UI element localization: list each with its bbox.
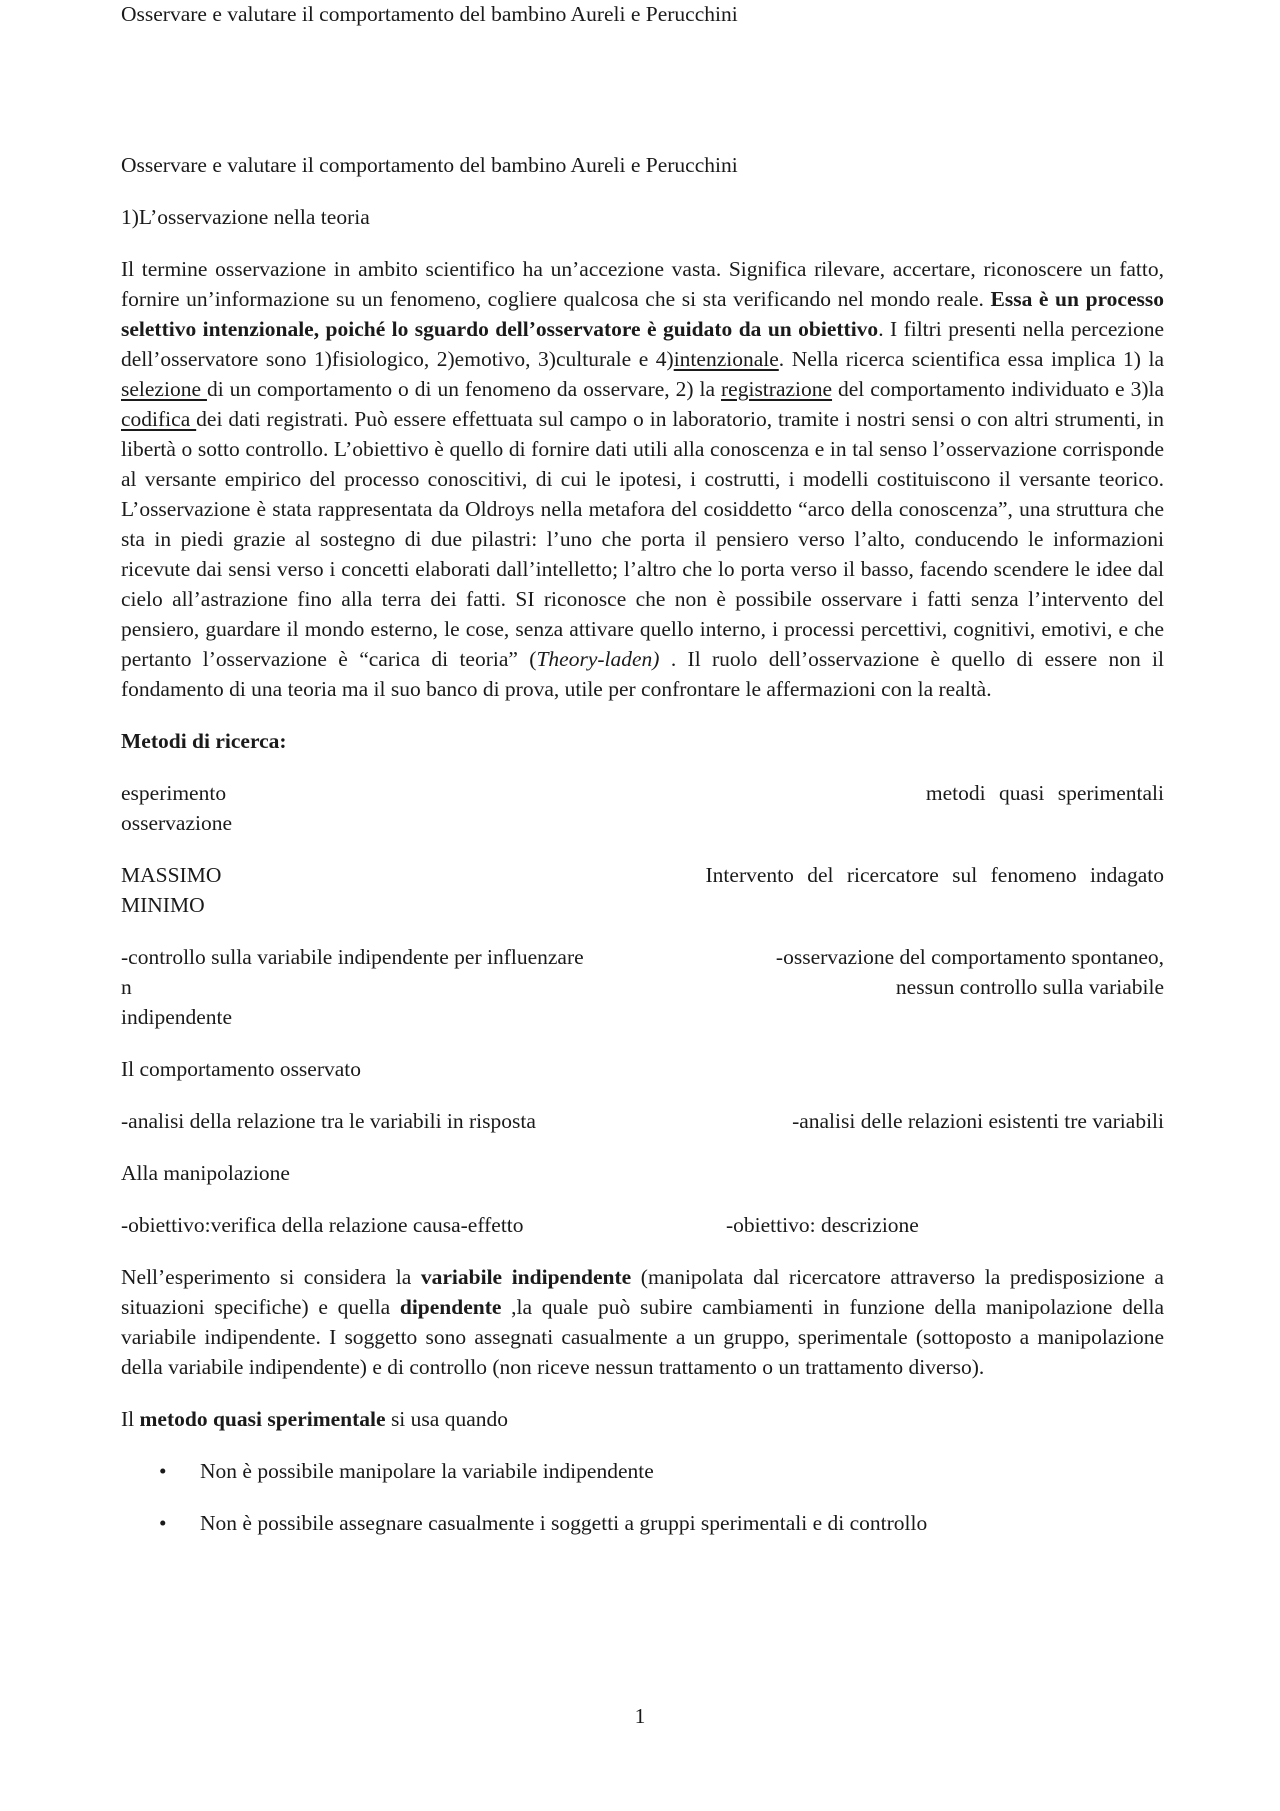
text-run: . Nella ricerca scientifica essa implica 1) la [778,347,1164,371]
bold-run: variabile indipendente [420,1265,632,1289]
text-run: (manipolata dal ricercatore attraverso la predisposizione a situazioni specifiche) e quella [121,1265,1164,1319]
text-run: Il [121,1407,140,1431]
bullet-list [121,1456,1164,1538]
methods-heading-text: Metodi di ricerca: [121,729,287,753]
methods-heading [121,726,1164,756]
text-run: Nell’esperimento si considera la [121,1265,421,1289]
bold-run: dipendente [399,1295,502,1319]
comparison-left: n [121,975,132,999]
paragraph-observation-theory [121,254,1164,704]
bullet-icon: • [159,1511,167,1535]
paragraph-experiment [121,1262,1164,1382]
comparison-left-cont: MINIMO [121,893,205,917]
comparison-left: -obiettivo:verifica della relazione causa-effetto [121,1213,524,1237]
comparison-row-methods [121,778,1164,838]
underlined-term-selezione: selezione [121,377,207,401]
comparison-left: -controllo sulla variabile indipendente per influenzare [121,945,584,969]
comparison-right: -analisi delle relazioni esistenti tre variabili [792,1109,1164,1133]
text-run: I filtri presenti nella percezione dell’osservatore sono 1)fisiologico, 2)emotivo, 3)culturale e 4) [121,317,1164,371]
comparison-right: metodi quasi sperimentali [925,781,1164,805]
comparison-left: MASSIMO [121,863,222,887]
comparison-line: Il comportamento osservato [121,1057,362,1081]
comparison-right: -osservazione del comportamento spontaneo, [775,945,1164,969]
text-run: Il termine osservazione in ambito scientifico ha un’accezione vasta. Significa rilevare, accertare, riconoscere un fatto, fornire un’informazione su un fenomeno, cogliere qualcosa che si sta verificando nel mondo reale. [121,257,1164,311]
text-run: di un comportamento o di un fenomeno da osservare, 2) la [206,377,722,401]
text-run: dei dati registrati. Può essere effettuata sul campo o in laboratorio, tramite i nostri sensi o con altri strumenti, in libertà o sotto controllo. L’obiettivo è quello di fornire dati utili alla conoscenza e in tal senso l’osservazione corrisponde al versante empirico del processo conoscitivi, di cui le ipotesi, i costrutti, i modelli costituiscono il versante teorico. L’osservazione è stata rappresentata da Oldroys nella metafora del cosiddetto “arco della conoscenza”, una struttura che sta in piedi grazie al sostegno di due pilastri: l’uno che porta il pensiero verso l’alto, conducendo le informazioni ricevute dai sensi verso i concetti elaborati dall’intelletto; l’altro che lo porta verso il basso, facendo scendere le idee dal cielo all’astrazione fino alla terra dei fatti. SI riconosce che non è possibile osservare i fatti senza l’intervento del pensiero, guardare il mondo esterno, le cose, senza attivare quello interno, i processi percettivi, cognitivi, emotivi, e che pertanto l’osservazione è “carica di teoria” ( [121,407,1164,671]
list-item-text: Non è possibile assegnare casualmente i soggetti a gruppi sperimentali e di controllo [200,1511,928,1535]
page-number: 1 [634,1704,646,1728]
comparison-right: -obiettivo: descrizione [726,1213,919,1237]
comparison-left: esperimento [121,781,227,805]
text-run: . [878,317,884,341]
text-run: del comportamento individuato e 3)la [832,377,1164,401]
text-run: ,la quale può subire cambiamenti in funzione della manipolazione della variabile indipendente. I soggetto sono assegnati casualmente a un gruppo, sperimentale (sottoposto a manipolazione della variabile indipendente) e di controllo (non riceve nessun trattamento o un trattamento diverso). [121,1295,1164,1379]
page-content [121,150,1164,1560]
comparison-line: Alla manipolazione [121,1161,290,1185]
comparison-left: -analisi della relazione tra le variabili in risposta [121,1109,536,1133]
comparison-row-intervention [121,860,1164,920]
running-header: Osservare e valutare il comportamento del bambino Aureli e Perucchini [121,2,738,26]
text-run: si usa quando [385,1407,508,1431]
underlined-term-intenzionale: intenzionale [673,347,779,371]
text-run: . Il ruolo dell’osservazione è quello di essere non il fondamento di una teoria ma il suo banco di prova, utile per confrontare le affermazioni con la realtà. [121,647,1164,701]
comparison-left-cont: indipendente [121,1005,233,1029]
document-title: Osservare e valutare il comportamento del bambino Aureli e Perucchini [121,153,738,177]
list-item-text: Non è possibile manipolare la variabile indipendente [200,1459,654,1483]
comparison-right: nessun controllo sulla variabile [895,975,1164,999]
list-item [121,1456,1164,1486]
comparison-right: Intervento del ricercatore sul fenomeno indagato [705,863,1164,887]
comparison-left-cont: osservazione [121,811,233,835]
paragraph-quasi-experimental [121,1404,1164,1434]
comparison-row-analysis [121,1106,1164,1136]
underlined-term-registrazione: registrazione [721,377,833,401]
comparison-row-objective [121,1210,1164,1240]
bold-run: metodo quasi sperimentale [139,1407,386,1431]
bullet-icon: • [159,1459,167,1483]
list-item [121,1508,1164,1538]
italic-run: Theory-laden) [536,647,660,671]
section-heading: 1)L’osservazione nella teoria [121,205,370,229]
comparison-row-control [121,942,1164,1032]
underlined-term-codifica: codifica [121,407,197,431]
bold-run: Essa è un processo selettivo intenzionale, poiché lo sguardo dell’osservatore è guidato da un obiettivo [121,287,1164,341]
